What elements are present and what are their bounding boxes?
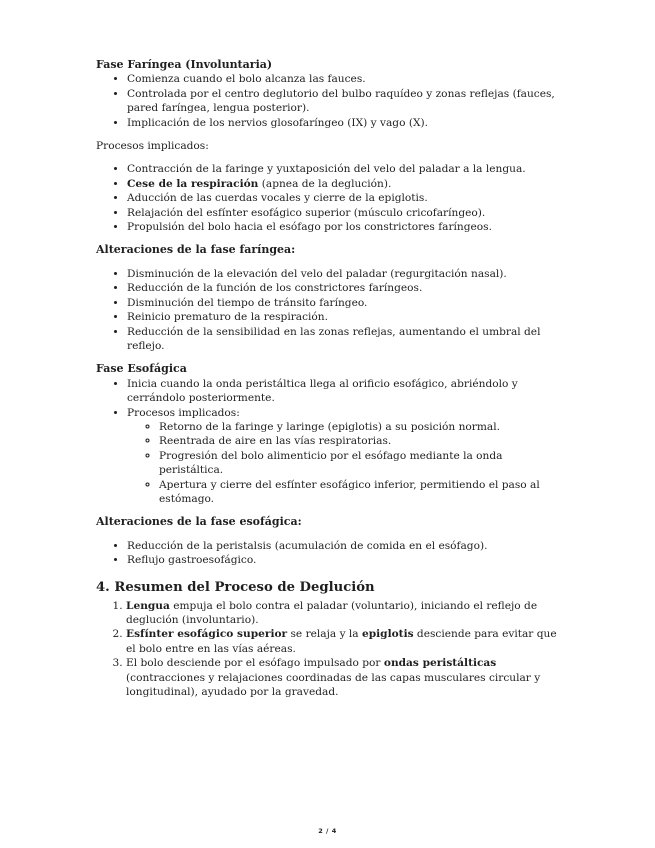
procesos-text: Relajación del esfínter esofágico superior (músculo cricofaríngeo). xyxy=(127,206,486,219)
alteraciones-faringea-list xyxy=(96,267,564,353)
list-item xyxy=(127,177,564,191)
list-item xyxy=(126,627,564,656)
list-item: • Inicia cuando la onda peristáltica llega al orificio esofágico, abriéndolo y cerrándolo posteriormente. xyxy=(127,377,564,406)
alteraciones-esofagica-title: Alteraciones de la fase esofágica: xyxy=(96,515,302,529)
esofagica-procesos-label: Procesos implicados: xyxy=(127,406,240,419)
resumen-text: se relaja y la xyxy=(287,628,362,641)
list-item: • Controlada por el centro deglutorio del bulbo raquídeo y zonas reflejas (fauces, pared faríngea, lengua posterior). xyxy=(127,87,564,116)
alteraciones-faringea-title: Alteraciones de la fase faríngea: xyxy=(96,243,296,257)
list-item xyxy=(127,162,564,176)
list-item xyxy=(126,599,564,628)
list-item: ◦ Reentrada de aire en las vías respiratorias. xyxy=(159,434,564,448)
list-item: ◦ Retorno de la faringe y laringe (epiglotis) a su posición normal. xyxy=(159,420,564,434)
fase-esofagica-list xyxy=(96,377,564,507)
resumen-bold: ondas peristálticas xyxy=(383,657,497,670)
list-item: • Disminución del tiempo de tránsito faríngeo. xyxy=(127,296,564,310)
resumen-text: empuja el bolo contra el paladar (voluntario), iniciando el reflejo de deglución (involuntario). xyxy=(126,599,538,626)
list-item xyxy=(127,206,564,220)
list-item: • Reducción de la sensibilidad en las zonas reflejas, aumentando el umbral del reflejo. xyxy=(127,325,564,354)
list-item xyxy=(127,406,564,507)
list-item: ◦ Progresión del bolo alimenticio por el esófago mediante la onda peristáltica. xyxy=(159,449,564,478)
procesos-label: Procesos implicados: xyxy=(96,140,209,153)
list-item xyxy=(127,191,564,205)
resumen-text: (contracciones y relajaciones coordinadas de las capas musculares circular y longitudinal), ayudado por la gravedad. xyxy=(126,671,541,699)
resumen-list xyxy=(96,599,564,700)
procesos-list xyxy=(96,162,564,234)
page-number: 2 / 4 xyxy=(318,827,337,835)
list-item: • Reducción de la peristalsis (acumulación de comida en el esófago). xyxy=(127,539,564,553)
alteraciones-esofagica-list xyxy=(96,539,564,568)
list-item: • Comienza cuando el bolo alcanza las fauces. xyxy=(127,72,564,86)
esofagica-subprocesos-list xyxy=(127,420,564,506)
resumen-text: desciende para evitar que el bolo entre en las vías aéreas. xyxy=(126,628,557,655)
resumen-bold: epiglotis xyxy=(362,628,414,641)
list-item: • Disminución de la elevación del velo del paladar (regurgitación nasal). xyxy=(127,267,564,281)
procesos-bold: Cese de la respiración xyxy=(127,177,259,190)
resumen-bold: Esfínter esofágico superior xyxy=(126,628,288,641)
resumen-bold: Lengua xyxy=(126,599,170,612)
procesos-text: Propulsión del bolo hacia el esófago por los constrictores faríngeos. xyxy=(127,221,492,234)
list-item: • Implicación de los nervios glosofaríngeo (IX) y vago (X). xyxy=(127,116,564,130)
list-item xyxy=(127,220,564,234)
list-item xyxy=(126,656,564,699)
list-item: ◦ Apertura y cierre del esfínter esofágico inferior, permitiendo el paso al estómago. xyxy=(159,478,564,507)
procesos-text: (apnea de la deglución). xyxy=(258,177,392,190)
resumen-text: El bolo desciende por el esófago impulsado por xyxy=(126,657,384,670)
fase-esofagica-title: Fase Esofágica xyxy=(96,362,187,376)
fase-faringea-list xyxy=(96,72,564,130)
list-item: • Reflujo gastroesofágico. xyxy=(127,553,564,567)
list-item: • Reinicio prematuro de la respiración. xyxy=(127,310,564,324)
procesos-text: Contracción de la faringe y yuxtaposición del velo del paladar a la lengua. xyxy=(127,163,526,176)
list-item: • Reducción de la función de los constrictores faríngeos. xyxy=(127,281,564,295)
fase-faringea-title: Fase Faríngea (Involuntaria) xyxy=(96,58,273,71)
procesos-text: Aducción de las cuerdas vocales y cierre de la epiglotis. xyxy=(127,192,428,205)
document-page xyxy=(96,58,564,699)
resumen-heading: 4. Resumen del Proceso de Deglución xyxy=(96,579,375,595)
